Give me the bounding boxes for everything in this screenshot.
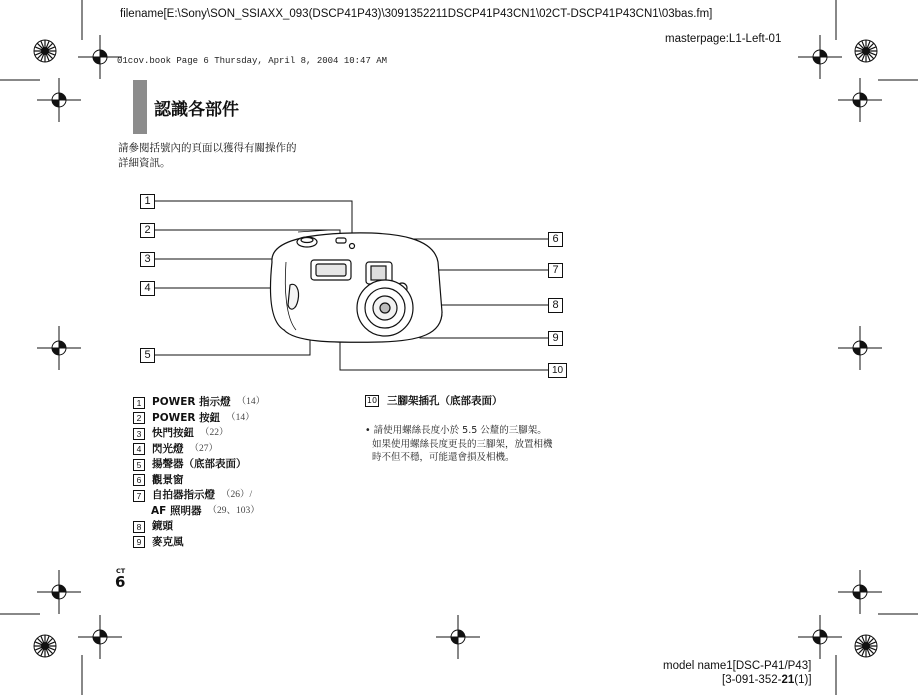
legend-item xyxy=(133,473,265,489)
parts-legend xyxy=(133,395,265,550)
callout-7: 7 xyxy=(548,263,563,278)
legend-number: 3 xyxy=(133,428,145,440)
callout-3: 3 xyxy=(140,252,155,267)
legend-number: 5 xyxy=(133,459,145,471)
legend-label: 閃光燈 xyxy=(152,442,184,455)
legend-page-ref: （14） xyxy=(226,412,255,423)
part-code-suffix: (1)] xyxy=(794,674,812,686)
intro-line: 請參閱括號內的頁面以獲得有關操作的 xyxy=(118,142,297,154)
tripod-note xyxy=(365,424,595,465)
legend-page-ref: （14） xyxy=(236,397,266,407)
legend-number: 1 xyxy=(133,397,145,409)
callout-10: 10 xyxy=(548,363,567,378)
legend-number: 9 xyxy=(133,536,145,548)
legend-label: 自拍器指示燈 xyxy=(152,489,215,501)
legend-number: 8 xyxy=(133,521,145,533)
legend-item xyxy=(133,411,265,427)
part-code-bold: 21 xyxy=(781,674,795,686)
tripod-socket-heading xyxy=(365,393,503,408)
masterpage-label: masterpage:L1-Left-01 xyxy=(665,33,782,45)
legend-page-ref: （26）/ xyxy=(221,490,253,500)
legend-item xyxy=(133,442,265,458)
callout-8: 8 xyxy=(548,298,563,313)
page-language-tag: CT xyxy=(116,567,126,575)
legend-number: 10 xyxy=(366,395,378,405)
legend-page-ref: （27） xyxy=(189,443,219,454)
model-name-footer: model name1[DSC-P41/P43] xyxy=(663,660,812,672)
legend-item xyxy=(133,535,265,551)
legend-label: 快門按鈕 xyxy=(152,427,194,439)
legend-label: 觀景窗 xyxy=(152,473,184,486)
legend-label: 三腳架插孔（底部表面） xyxy=(387,395,503,407)
legend-label: 揚聲器（底部表面） xyxy=(152,458,247,470)
note-line: • 請使用螺絲長度小於 5.5 公釐的三腳架。 xyxy=(365,425,547,436)
filename-header: filename[E:\Sony\SON_SSIAXX_093(DSCP41P43)\3091352211DSCP41P43CN1\02CT-DSCP41P43CN1\03bas.fm] xyxy=(120,8,713,20)
part-code-footer xyxy=(722,674,812,686)
legend-item xyxy=(133,395,265,411)
intro-line: 詳細資訊。 xyxy=(118,157,171,169)
legend-item xyxy=(133,426,265,442)
legend-label: POWER 按鈕 xyxy=(152,411,221,424)
legend-number: 6 xyxy=(133,474,145,486)
callout-4: 4 xyxy=(140,281,155,296)
legend-item xyxy=(133,519,265,535)
legend-label: POWER 指示燈 xyxy=(152,396,231,408)
legend-label: 麥克風 xyxy=(152,535,184,548)
legend-number: 7 xyxy=(133,490,145,502)
legend-item xyxy=(133,488,265,504)
page-number: 6 xyxy=(115,573,126,591)
legend-number: 4 xyxy=(133,443,145,455)
callout-1: 1 xyxy=(140,194,155,209)
callout-5: 5 xyxy=(140,348,155,363)
legend-number: 2 xyxy=(133,412,145,424)
callout-2: 2 xyxy=(140,223,155,238)
legend-page-ref: （22） xyxy=(200,428,229,438)
callout-9: 9 xyxy=(548,331,563,346)
note-line: 時不但不穩，可能還會損及相機。 xyxy=(372,452,515,463)
legend-label: AF 照明器 xyxy=(151,504,202,517)
part-code-prefix: [3-091-352- xyxy=(722,674,782,686)
legend-item xyxy=(133,504,265,520)
legend-label: 鏡頭 xyxy=(152,520,173,532)
section-title: 認識各部件 xyxy=(154,100,239,120)
legend-item xyxy=(133,457,265,473)
callout-6: 6 xyxy=(548,232,563,247)
book-info-line: 01cov.book Page 6 Thursday, April 8, 2004 10:47 AM xyxy=(117,56,388,66)
note-line: 如果使用螺絲長度更長的三腳架，放置相機 xyxy=(372,438,553,450)
legend-page-ref: （29、103） xyxy=(207,505,260,516)
